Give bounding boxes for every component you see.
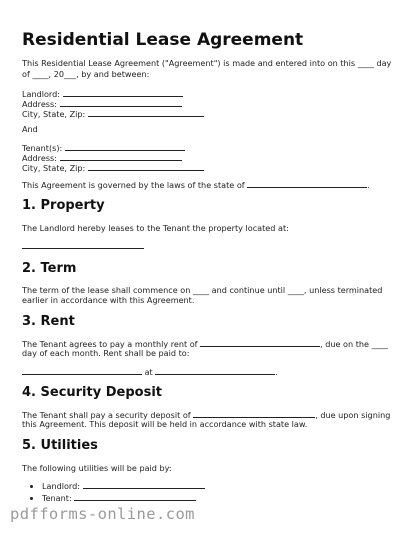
- tenant-name-label: Tenant(s):: [22, 143, 63, 153]
- section-property-heading: 1. Property: [22, 198, 105, 213]
- intro-line-2: of ____, 20___, by and between:: [22, 69, 150, 79]
- rent-line-1-end: , due on the ____: [320, 339, 388, 349]
- rent-line-2: day of each month. Rent shall be paid to:: [22, 348, 190, 358]
- governing-law-field[interactable]: [22, 179, 370, 191]
- tenant-city-label: City, State, Zip:: [22, 163, 86, 173]
- watermark: pdfforms-online.com: [10, 505, 195, 523]
- governing-law-end: .: [367, 180, 370, 190]
- utilities-landlord-label: Landlord:: [42, 481, 80, 491]
- landlord-city-label: City, State, Zip:: [22, 109, 86, 119]
- landlord-city-blank[interactable]: [88, 108, 204, 117]
- state-blank[interactable]: [247, 179, 367, 188]
- tenant-address-blank[interactable]: [60, 152, 182, 161]
- rent-amount-blank[interactable]: [200, 338, 320, 347]
- section-utilities-heading: 5. Utilities: [22, 438, 98, 453]
- intro-line-1: This Residential Lease Agreement ("Agreement") is made and entered into on this ____ day: [22, 58, 392, 68]
- tenant-city-field[interactable]: [22, 162, 204, 174]
- tenant-name-blank[interactable]: [65, 142, 185, 151]
- rent-payee-end: .: [275, 367, 278, 377]
- utilities-landlord-blank[interactable]: [83, 480, 205, 489]
- rent-payee-blank[interactable]: [22, 366, 142, 375]
- document-title: Residential Lease Agreement: [22, 30, 304, 50]
- utilities-tenant-label: Tenant:: [42, 492, 72, 503]
- term-line-2: earlier in accordance with this Agreement.: [22, 295, 195, 305]
- landlord-address-label: Address:: [22, 99, 57, 109]
- landlord-name-blank[interactable]: [63, 88, 183, 97]
- governing-law-text: This Agreement is governed by the laws of the state of: [22, 180, 245, 190]
- utilities-text: The following utilities will be paid by:: [22, 463, 172, 473]
- landlord-name-label: Landlord:: [22, 89, 60, 99]
- utilities-item-tenant[interactable]: [42, 492, 205, 504]
- landlord-address-blank[interactable]: [60, 98, 182, 107]
- tenant-city-blank[interactable]: [88, 162, 204, 171]
- section-term-heading: 2. Term: [22, 261, 77, 276]
- rent-location-blank[interactable]: [155, 366, 275, 375]
- rent-at-label: at: [144, 367, 153, 377]
- utilities-tenant-blank[interactable]: [74, 492, 196, 501]
- and-label: And: [22, 124, 38, 134]
- deposit-line-1-start: The Tenant shall pay a security deposit of: [22, 410, 191, 420]
- deposit-line-2: this Agreement. This deposit will be held in accordance with state law.: [22, 419, 308, 429]
- rent-line-1-start: The Tenant agrees to pay a monthly rent of: [22, 339, 198, 349]
- section-rent-heading: 3. Rent: [22, 314, 75, 329]
- deposit-line-1-end: , due upon signing: [315, 410, 391, 420]
- tenant-address-label: Address:: [22, 153, 57, 163]
- utilities-list: [28, 480, 205, 503]
- section-deposit-heading: 4. Security Deposit: [22, 385, 162, 400]
- property-address-blank[interactable]: [22, 248, 144, 249]
- landlord-city-field[interactable]: [22, 108, 204, 120]
- deposit-amount-blank[interactable]: [193, 409, 315, 418]
- term-line-1: The term of the lease shall commence on ____ and continue until ____, unless terminated: [22, 285, 383, 295]
- rent-payee-line: [22, 366, 278, 378]
- utilities-item-landlord[interactable]: [42, 480, 205, 492]
- property-text: The Landlord hereby leases to the Tenant the property located at:: [22, 223, 289, 233]
